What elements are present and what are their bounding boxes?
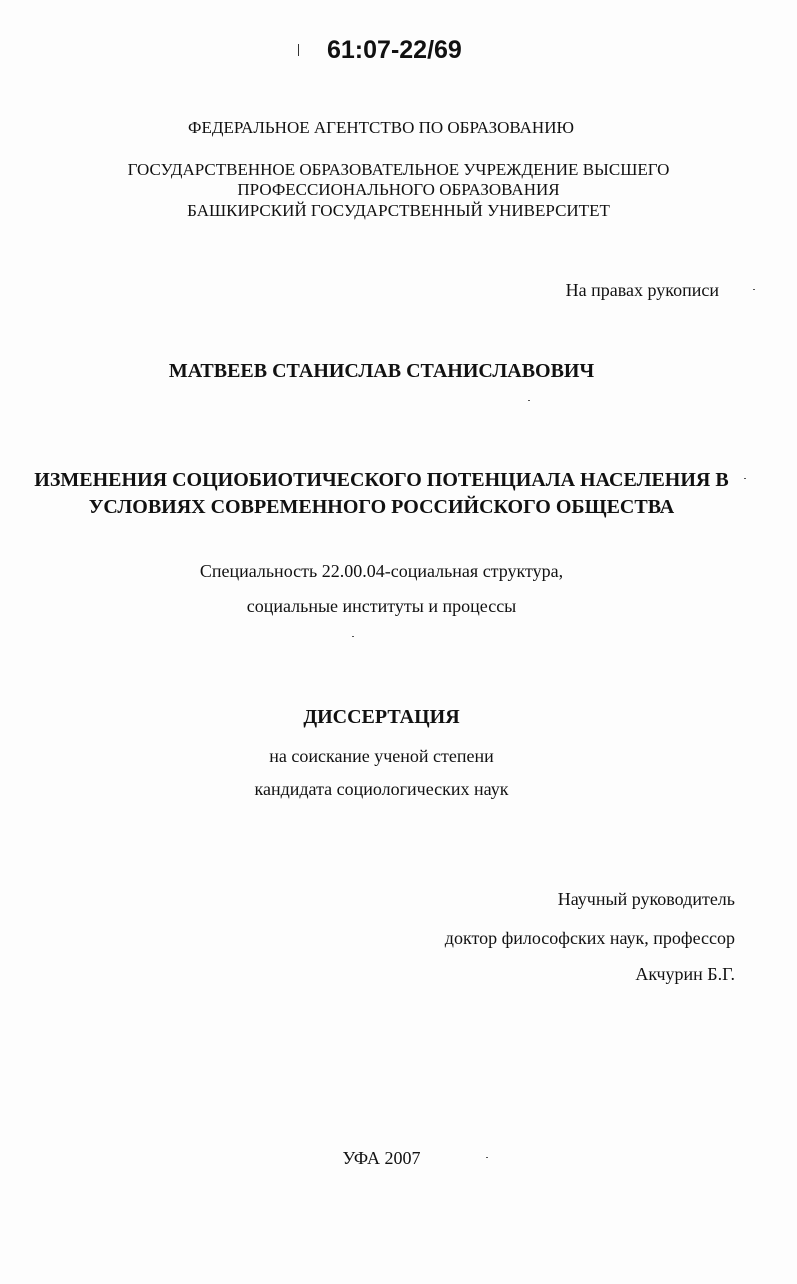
scan-speck — [486, 1157, 488, 1158]
supervisor-rank: доктор философских наук, профессор — [444, 928, 735, 948]
work-type-heading: ДИССЕРТАЦИЯ — [303, 706, 460, 728]
specialty-line-2: социальные институты и процессы — [246, 596, 517, 616]
dissertation-title-line-2: УСЛОВИЯХ СОВРЕМЕННОГО РОССИЙСКОГО ОБЩЕСТВА — [88, 496, 675, 518]
author-name: МАТВЕЕВ СТАНИСЛАВ СТАНИСЛАВОВИЧ — [168, 360, 595, 382]
archive-stamp-code: 61:07-22/69 — [327, 36, 462, 64]
supervisor-role: Научный руководитель — [557, 889, 735, 909]
scan-speck — [753, 289, 755, 290]
city-year: УФА 2007 — [342, 1148, 421, 1168]
scan-mark — [298, 44, 299, 56]
institution-line-3: БАШКИРСКИЙ ГОСУДАРСТВЕННЫЙ УНИВЕРСИТЕТ — [187, 201, 610, 220]
manuscript-rights-note: На правах рукописи — [565, 280, 719, 300]
specialty-line-1: Специальность 22.00.04-социальная структура, — [199, 561, 564, 581]
dissertation-title-line-1: ИЗМЕНЕНИЯ СОЦИОБИОТИЧЕСКОГО ПОТЕНЦИАЛА НАСЕЛЕНИЯ В — [34, 469, 729, 491]
scan-speck — [528, 400, 530, 401]
scan-speck — [352, 636, 354, 637]
scan-speck — [744, 478, 746, 479]
degree-line-2: кандидата социологических наук — [254, 779, 509, 799]
institution-line-1: ГОСУДАРСТВЕННОЕ ОБРАЗОВАТЕЛЬНОЕ УЧРЕЖДЕНИЕ ВЫСШЕГО — [127, 160, 670, 179]
degree-line-1: на соискание ученой степени — [269, 746, 494, 766]
supervisor-name: Акчурин Б.Г. — [635, 964, 735, 984]
institution-line-2: ПРОФЕССИОНАЛЬНОГО ОБРАЗОВАНИЯ — [237, 180, 560, 199]
agency-name: ФЕДЕРАЛЬНОЕ АГЕНТСТВО ПО ОБРАЗОВАНИЮ — [188, 118, 574, 137]
